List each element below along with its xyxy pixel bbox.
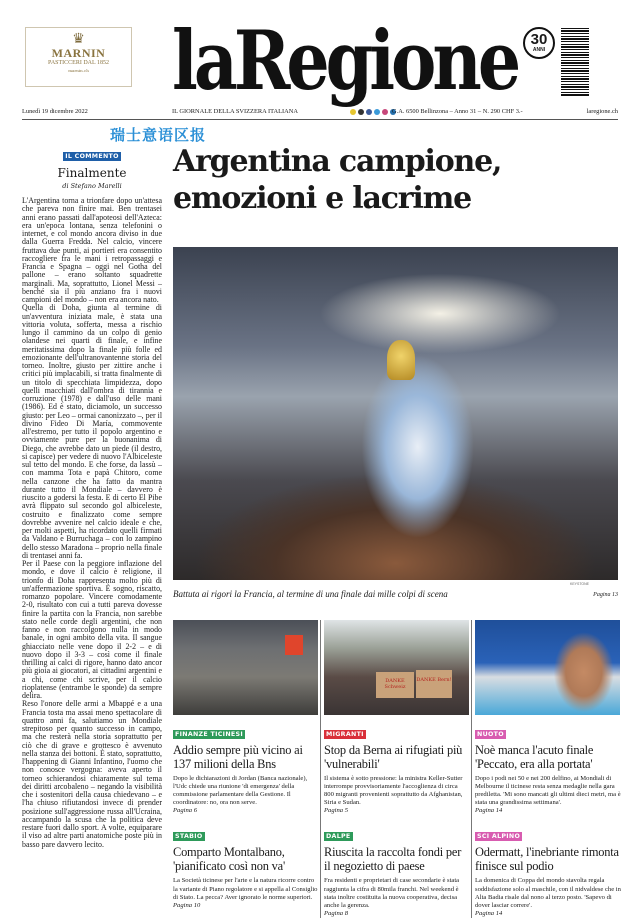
- anniversary-number: 30: [530, 31, 548, 48]
- paragraph: Quella di Doha, giunta al termine di un'avventura iniziata male, è stata una vittoria voluta, sofferta, messa a rischio lungo il cammino da un colpo di genio olandese nei quarti di finale, e infine meritatissima dopo la finale più folle ed emozionante dell'ultranovantenne storia del torneo. Inoltre, giusto per zittire anche i critici più implacabili, si tratta finalmente di un titolo di specchiata limpidezza, dopo quelli macchiati dall'ombra di tirannia e corruzione (1978) e dall'uso delle mani (1986). Ed è stato, diciamolo, un successo giusto: per Leo – ormai canonizzato –, per il divino Fideo Di María, commovente all'estremo, per tutto il popolo argentino e ovviamente pure per la buonanima di Diego, che avrebbe dato un piede (il destro, si capisce) per vedere di nuovo l'Albiceleste sul tetto del mondo. E che forse, da lassù – con mamma Tota e papà Chitoro, come nella canzone che ha fatto da mantra durante tutto il Mondiale – davvero è riuscito a godersi la festa. E di certo El Pibe avrà flippato sul secondo gol albiceleste, costruito e finalizzato come sempre dovrebbe avvenire nel calcio ideale e che, per molti aspetti, ha ricordato quelli firmati da Valdano e Burruchaga – con lo zampino dello stesso Maradona – proprio nella finale di trentasei anni fa.: [22, 303, 163, 560]
- story-tag: FINANZE TICINESI: [175, 731, 243, 738]
- bns-building-photo[interactable]: [173, 620, 318, 715]
- column-divider: [471, 620, 472, 918]
- story-headline[interactable]: Comparto Montalbano, 'pianificato così non va': [173, 845, 285, 874]
- barcode-icon: [561, 28, 589, 96]
- story-headline[interactable]: Noè manca l'acuto finale 'Peccato, era alla portata': [475, 743, 594, 771]
- paragraph: Reso l'onore delle armi a Mbappé e a una Francia tosta ma assai meno spettacolare di quattro anni fa, salutiamo un Mondiale strepitoso per quanto successo in campo, ma che resterà nella storia soprattutto per ciò che di grave e grottesco è avvenuto nella stanza dei bottoni. È stato, soprattutto, l'happening di Gianni Infantino, l'uomo che non conosce vergogna: aveva aperto il torneo schierandosi chiaramente sul tema dei diritti arcobaleno – negando la visibilità che i sostenitori della causa chiedevano – e l'ha chiuso rifiutandosi invece di prender posizione sull'aggressione russa all'Ucraina, accampando la scusa che la politica deve restare fuori dallo sport. A volte, equiparare il viso ad altre parti anatomiche poste più in basso pare davvero lecito.: [22, 699, 162, 849]
- page-ref[interactable]: Pagina 5: [324, 807, 348, 815]
- story-headline[interactable]: Odermatt, l'inebriante rimonta finisce sul podio: [475, 845, 619, 874]
- website-link[interactable]: laregione.ch: [586, 108, 618, 115]
- page-ref[interactable]: Pagina 14: [475, 909, 503, 917]
- headline-line: emozioni e lacrime: [173, 181, 471, 216]
- story-summary: La Società ticinese per l'arte e la natura ricorre contro la variante di Piano regolatore e si appella al Consiglio di Stato. La pecca? Aver ignorato le norme superiori. Pagina 10: [173, 877, 318, 909]
- masthead-logo: laRegione: [172, 13, 518, 110]
- story-headline[interactable]: Riuscita la raccolta fondi per il negozietto di paese: [324, 845, 462, 874]
- main-caption: [173, 588, 618, 600]
- story-summary: La domenica di Coppa del mondo stavolta regala soddisfazione solo al maschile, con il nidvaldese che in Alta Badia risale dal nono al terzo posto. 'Sapevo di dover lasciar correre'. Pagina 14: [475, 877, 625, 917]
- ad-url: marnin.ch: [68, 68, 89, 73]
- anniversary-badge: [523, 27, 555, 59]
- comment-byline: di Stefano Marelli: [62, 182, 122, 190]
- page-ref[interactable]: Pagina 14: [475, 807, 503, 815]
- main-photo[interactable]: [173, 247, 618, 580]
- page-ref[interactable]: Pagina 10: [173, 901, 201, 909]
- caption-text: Battuta ai rigori la Francia, al termine di una finale dai mille colpi di scena: [173, 589, 448, 599]
- story-column-2: [324, 620, 469, 918]
- anniversary-label: ANNI: [532, 47, 546, 53]
- story-tag: DALPE: [326, 833, 351, 841]
- story-summary: Il sistema è sotto pressione: la ministra Keller-Sutter interrompe provvisoriamente l'accoglienza di circa 800 migranti provenienti soprattutto da Afghanistan, Siria e Sudan. Pagina 5: [324, 775, 469, 815]
- page-ref[interactable]: Pagina 13: [593, 592, 618, 598]
- crest-icon: ♛: [72, 31, 85, 47]
- facebook-icon[interactable]: [366, 109, 372, 115]
- story-tag: NUOTO: [477, 731, 504, 738]
- paragraph: L'Argentina torna a trionfare dopo un'attesa che pareva non finire mai. Ben trentasei anni erano passati dall'apoteosi dell'Azteca: era un'epoca lontana, senza telefonini o internet, e col mondo ancora diviso in due dalla Guerra Fredda. Nel calcio, vincere fruttava due punti, ai portieri era consentito raccogliere fra le mani i retropassaggi e Francia e Spagna – oggi nel Gotha del pallone – erano soltanto squadrette marginali. Ma, soprattutto, Lionel Messi – benché sia il più anziano fra i nuovi campioni del mondo – non era ancora nato.: [22, 196, 162, 304]
- tagline: IL GIORNALE DELLA SVIZZERA ITALIANA: [172, 108, 298, 115]
- issue-date: Lunedì 19 dicembre 2022: [22, 108, 88, 115]
- page-ref[interactable]: Pagina 6: [173, 807, 197, 815]
- headline-line: Argentina campione,: [173, 144, 502, 179]
- story-column-1: [173, 620, 318, 910]
- social-icons: [350, 109, 396, 115]
- world-cup-trophy: [387, 340, 415, 380]
- twitter-icon[interactable]: [374, 109, 380, 115]
- column-divider: [320, 620, 321, 918]
- comment-title[interactable]: Finalmente: [57, 166, 127, 180]
- story-headline[interactable]: Stop da Berna ai rifugiati più 'vulnerabili': [324, 743, 463, 771]
- story-summary: Dopo le dichiarazioni di Jordan (Banca nazionale), l'Udc chiede una riunione 'di emergenza' della commissione parlamentare della Gestione. Il coordinatore: no, ora non serve. Pagina 6: [173, 775, 318, 815]
- instagram-icon[interactable]: [382, 109, 388, 115]
- comment-tag: IL COMMENTO: [65, 153, 119, 160]
- ad-subtitle: PASTICCERI DAL 1852: [48, 60, 109, 66]
- messenger-icon[interactable]: [358, 109, 364, 115]
- protest-sign: DANKE Bern!: [416, 670, 452, 698]
- page-ref[interactable]: Pagina 8: [324, 909, 348, 917]
- swimmer-photo[interactable]: [475, 620, 620, 715]
- protest-sign: DANKE Schweiz: [376, 672, 414, 698]
- marnin-ad[interactable]: [25, 27, 132, 87]
- flag: [285, 635, 303, 655]
- snapchat-icon[interactable]: [350, 109, 356, 115]
- photo-credit: KEYSTONE: [570, 582, 589, 586]
- comment-body: [22, 197, 162, 849]
- issue-info: G.A. 6500 Bellinzona – Anno 31 – N. 290 CHF 3.-: [392, 108, 523, 115]
- main-headline[interactable]: [173, 143, 593, 217]
- story-column-3: [475, 620, 625, 918]
- story-tag: MIGRANTI: [326, 731, 364, 738]
- refugees-photo[interactable]: [324, 620, 469, 715]
- dateline: [22, 106, 618, 120]
- story-tag: STABIO: [175, 833, 203, 841]
- story-tag: SCI ALPINO: [477, 833, 521, 841]
- comment-column: [22, 143, 162, 849]
- watermark: 瑞士意语区报: [110, 126, 207, 144]
- story-summary: Fra residenti e proprietari di case secondarie è stata raggiunta la cifra di 80mila franchi. Nel weekend è stata inoltre costituita la nuova cooperativa, decisa anche la gerenza. Pagina 8: [324, 877, 469, 917]
- ad-brand: MARNIN: [51, 46, 106, 60]
- story-headline[interactable]: Addio sempre più vicino ai 137 milioni della Bns: [173, 743, 303, 771]
- story-summary: Dopo i podi nei 50 e nei 200 delfino, ai Mondiali di Melbourne il ticinese resta senza medaglie nella gara prediletta. 'Mi sono mancati gli ultimi dieci metri, ma è stata una grandissima settimana'. Pagina 14: [475, 775, 625, 815]
- paragraph: Per il Paese con la peggiore inflazione del mondo, e dove il calcio è religione, il trionfo di Doha rappresenta molto più di un'affermazione sportiva. È sogno, riscatto, romanzo popolare. Vincere comodamente 2-0, risultato con cui a tutti pareva dovesse finire la partita con la Francia, non sarebbe stato nelle corde degli argentini, che non fanno e non raccolgono nulla in modo banale, in ogni ambito della vita. Il sangue ghiacciato nelle vene dopo il 2-2 – e di nuovo dopo il 3-3 – così come il finale thrilling ai calci di rigore, hanno dato ancor più gioia ai giocatori, ai cittadini argentini e a chi, come chi scrive, per il calcio rioplatense (entrambe le sponde) da sempre delira.: [22, 559, 162, 700]
